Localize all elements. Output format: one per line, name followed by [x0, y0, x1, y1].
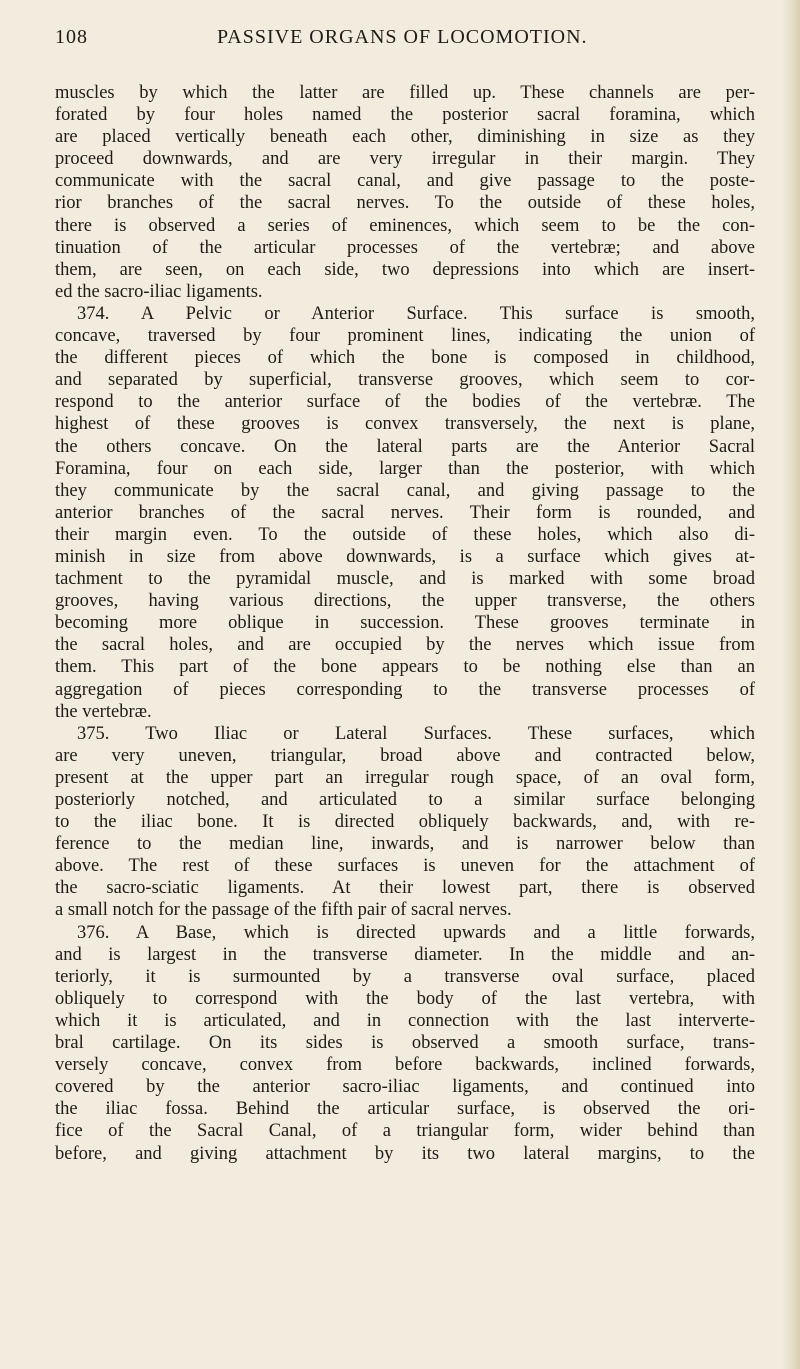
- text-line: a small notch for the passage of the fifth pair of sacral nerves.: [55, 900, 512, 921]
- text-line: communicate with the sacral canal, and give passage to the poste-: [55, 171, 755, 192]
- text-line: their margin even. To the outside of these holes, which also di-: [55, 524, 755, 545]
- text-line: aggregation of pieces corresponding to the transverse processes of: [55, 679, 755, 700]
- text-line: concave, traversed by four prominent lines, indicating the union of: [55, 326, 755, 347]
- text-line: bral cartilage. On its sides is observed a smooth surface, trans-: [55, 1033, 755, 1054]
- text-line: the others concave. On the lateral parts are the Anterior Sacral: [55, 436, 755, 457]
- text-line: forated by four holes named the posterior sacral foramina, which: [55, 105, 755, 126]
- paragraph-376-start: 376. A Base, which is directed upwards and a little forwards,: [77, 922, 755, 943]
- text-line: respond to the anterior surface of the bodies of the vertebræ. The: [55, 392, 755, 413]
- text-line: before, and giving attachment by its two lateral margins, to the: [55, 1143, 755, 1164]
- text-line: tachment to the pyramidal muscle, and is marked with some broad: [55, 569, 755, 590]
- text-line: present at the upper part an irregular rough space, of an oval form,: [55, 767, 755, 788]
- text-line: the iliac fossa. Behind the articular surface, is observed the ori-: [55, 1099, 755, 1120]
- text-line: to the iliac bone. It is directed obliquely backwards, and, with re-: [55, 812, 755, 833]
- text-line: proceed downwards, and are very irregular in their margin. They: [55, 149, 755, 170]
- text-line: anterior branches of the sacral nerves. Their form is rounded, and: [55, 502, 755, 523]
- body-text: [55, 82, 755, 1165]
- text-line: are placed vertically beneath each other, diminishing in size as they: [55, 127, 755, 148]
- text-line: above. The rest of these surfaces is uneven for the attachment of: [55, 856, 755, 877]
- text-line: the sacro-sciatic ligaments. At their lowest part, there is observed: [55, 878, 755, 899]
- text-line: covered by the anterior sacro-iliac ligaments, and continued into: [55, 1077, 755, 1098]
- text-line: obliquely to correspond with the body of the last vertebra, with: [55, 988, 755, 1009]
- text-line: fice of the Sacral Canal, of a triangular form, wider behind than: [55, 1121, 755, 1142]
- text-line: the different pieces of which the bone is composed in childhood,: [55, 348, 755, 369]
- text-line: the sacral holes, and are occupied by the nerves which issue from: [55, 635, 755, 656]
- text-line: ference to the median line, inwards, and is narrower below than: [55, 834, 755, 855]
- text-line: teriorly, it is surmounted by a transverse oval surface, placed: [55, 966, 755, 987]
- running-head: [55, 26, 755, 60]
- paragraph-374-start: 374. A Pelvic or Anterior Surface. This surface is smooth,: [77, 303, 755, 324]
- text-line: there is observed a series of eminences, which seem to be the con-: [55, 215, 755, 236]
- text-line: posteriorly notched, and articulated to a similar surface belonging: [55, 790, 755, 810]
- text-line: and is largest in the transverse diameter. In the middle and an-: [55, 944, 755, 965]
- text-line: minish in size from above downwards, is a surface which gives at-: [55, 546, 755, 567]
- text-line: the vertebræ.: [55, 701, 152, 722]
- page-number: 108: [55, 26, 88, 48]
- text-line: Foramina, four on each side, larger than the posterior, with which: [55, 458, 755, 479]
- text-line: becoming more oblique in succession. These grooves terminate in: [55, 613, 755, 634]
- paragraph-375-start: 375. Two Iliac or Lateral Surfaces. These surfaces, which: [77, 723, 755, 744]
- running-title: PASSIVE ORGANS OF LOCOMOTION.: [217, 26, 588, 48]
- text-line: them. This part of the bone appears to be nothing else than an: [55, 657, 755, 678]
- page-edge-shadow: [782, 0, 800, 1369]
- text-line: which it is articulated, and in connection with the last interverte-: [55, 1010, 755, 1031]
- text-line: are very uneven, triangular, broad above and contracted below,: [55, 745, 755, 766]
- text-line: they communicate by the sacral canal, and giving passage to the: [55, 480, 755, 501]
- text-line: highest of these grooves is convex transversely, the next is plane,: [55, 414, 755, 435]
- text-line: versely concave, convex from before backwards, inclined forwards,: [55, 1055, 755, 1076]
- text-line: grooves, having various directions, the upper transverse, the others: [55, 591, 755, 612]
- text-line: them, are seen, on each side, two depressions into which are insert-: [55, 259, 755, 280]
- text-line: rior branches of the sacral nerves. To the outside of these holes,: [55, 193, 755, 214]
- text-line: and separated by superficial, transverse grooves, which seem to cor-: [55, 370, 755, 391]
- text-line: tinuation of the articular processes of the vertebræ; and above: [55, 237, 755, 258]
- text-line: muscles by which the latter are filled up. These channels are per-: [55, 83, 755, 103]
- text-line: ed the sacro-iliac ligaments.: [55, 281, 263, 302]
